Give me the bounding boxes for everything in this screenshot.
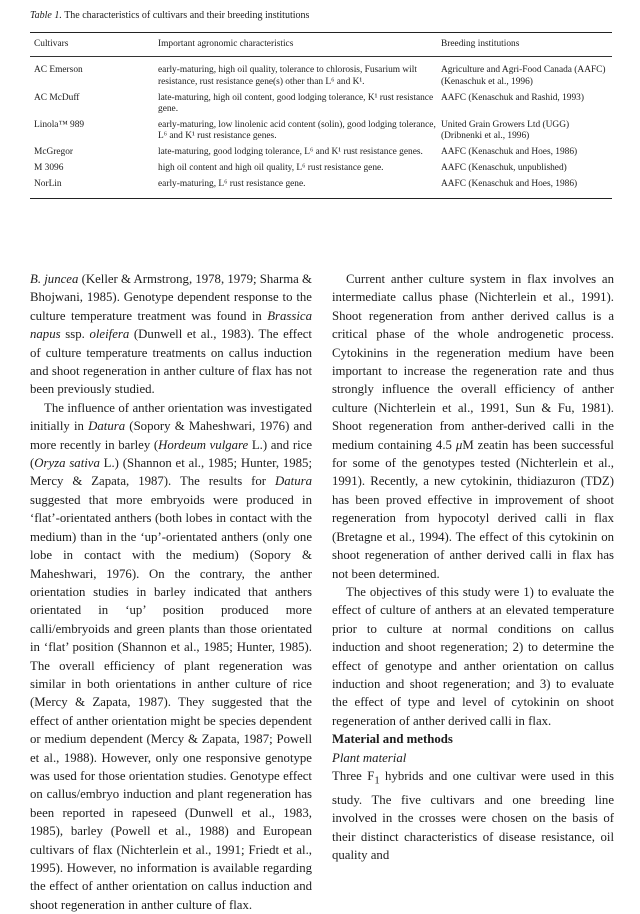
cell-traits: late-maturing, good lodging tolerance, L⁶ and K¹ rust resistance genes. <box>158 146 423 157</box>
left-text-column <box>30 270 312 914</box>
table-row <box>30 145 612 161</box>
paragraph-plant-material <box>332 767 614 865</box>
cell-institution: AAFC (Kenaschuk and Hoes, 1986) <box>441 146 578 157</box>
species-name: Hordeum vulgare <box>158 437 249 452</box>
section-heading: Material and methods <box>332 732 453 747</box>
table-row <box>30 161 612 177</box>
species-name: oleifera <box>89 327 130 342</box>
cell-cultivar: M 3096 <box>34 162 64 173</box>
table-caption-label: Table 1. <box>30 10 62 21</box>
paragraph-text: The influence of anther orientation was investigated initially in <box>30 400 312 434</box>
cell-traits: early-maturing, L⁶ rust resistance gene. <box>158 178 306 189</box>
cell-institution: Agriculture and Agri-Food Canada (AAFC) (Kenaschuk et al., 1996) <box>441 65 606 87</box>
paragraph-text: L.) (Shannon et al., 1985; Hunter, 1985; Mercy & Zapata, 1987). The results for <box>30 456 312 489</box>
cell-cultivar: AC McDuff <box>34 92 80 103</box>
paragraph-text: Three F <box>332 768 375 783</box>
cultivar-table <box>30 32 612 199</box>
cell-traits: late-maturing, high oil content, good lodging tolerance, K¹ rust resistance gene. <box>158 92 434 114</box>
paragraph-anther-orientation <box>30 399 312 914</box>
right-text-column <box>332 270 614 865</box>
species-name: B. juncea <box>30 272 79 286</box>
table-caption <box>30 10 309 21</box>
species-name: Oryza sativa <box>34 456 100 471</box>
table-row <box>30 90 612 117</box>
cell-institution: AAFC (Kenaschuk and Hoes, 1986) <box>441 178 578 189</box>
paragraph-juncea <box>30 270 312 399</box>
cell-traits: early-maturing, low linolenic acid content (solin), good lodging tolerance, L⁶ and K¹ rust resistance genes. <box>158 119 436 142</box>
paragraph-text: suggested that more embryoids were produced in ‘flat’-orientated anthers (both lobes in contact with the medium) than in the ‘up’-orientated anthers (only one lobe in contact with the medium) (Sopory & Maheshwari, 1976). On the contrary, the anther orientation studies in barley indicated that anthers orientated in ‘up’ position produced more calli/embryoids and green plants than those orientated in ‘flat’ position (Shannon et al., 1985; Hunter, 1985). The overall efficiency of plant regeneration was similar in both orientations in anther culture of rice (Mercy & Zapata, 1987). They suggested that the effect of anther orientation might be species dependent or medium dependent (Mercy & Zapata, 1987; Powell et al., 1988). However, only one responsive genotype was used for those orientation studies. Genotype effect on callus/embryo induction and plant regeneration has been reported in rapeseed (Dunwell et al., 1983, 1985), barley (Powell et al., 1988) and European cultivars of flax (Nichterlein et al., 1991; Friedt et al., 1995). However, no information is available regarding the effect of anther orientation on callus induction and shoot regeneration in anther culture of flax. <box>30 492 312 912</box>
table-row <box>30 57 612 91</box>
paragraph-text: (Sopory & Maheshwari, 1976) and more recently in barley ( <box>30 419 313 452</box>
cell-institution: AAFC (Kenaschuk and Rashid, 1993) <box>441 92 584 103</box>
cell-cultivar: McGregor <box>34 146 74 157</box>
cell-traits: high oil content and high oil quality, L⁶ rust resistance gene. <box>158 162 384 173</box>
header-characteristics: Important agronomic characteristics <box>158 39 294 49</box>
species-name: Datura <box>88 419 126 434</box>
paragraph-text: (Keller & Armstrong, 1978, 1979; Sharma & Bhojwani, 1985). Genotype dependent response to the culture temperature treatment was found in <box>30 272 313 323</box>
cell-institution: United Grain Growers Ltd (UGG) (Dribnenki et al., 1996) <box>441 119 570 142</box>
paragraph-text: hybrids and one cultivar were used in this study. The five cultivars and one breeding line involved in the crosses were chosen on the basis of their distinct characteristics of disease resistance, oil quality and <box>332 768 614 863</box>
paragraph-text: ssp. <box>60 327 90 342</box>
paragraph-text: Current anther culture system in flax involves an intermediate callus phase (Nichterlein et al., 1991). Shoot regeneration from anther derived callus is a critical phase of the whole androgenetic process. Cytokinins in the regeneration medium have been important to increase the regeneration rate and thus strongly influence the overall efficiency of anther culture (Nichterlein et al., 1991, Sun & Fu, 1981). Shoot regeneration from anther-derived calli in the medium containing 4.5 <box>332 272 614 452</box>
unit-symbol: μ <box>455 437 463 452</box>
table-header-row <box>30 33 612 57</box>
species-name: Datura <box>275 474 312 489</box>
cell-traits: early-maturing, high oil quality, tolerance to chlorosis, Fusarium wilt resistance, rust resistance gene(s) other than L⁶ and K¹. <box>158 65 417 87</box>
paragraph-text: (Dunwell et al., 1983). The effect of culture temperature treatments on callus induction and shoot regeneration in anther culture of flax has not been previously studied. <box>30 327 312 397</box>
paragraph-objectives: The objectives of this study were 1) to evaluate the effect of culture of anthers at an elevated temperature prior to culture at normal conditions on callus induction and shoot regeneration; 2) to determine the effect of genotype and anther orientation on callus induction and shoot regeneration; and 3) to evaluate the effect of type and level of cytokinin on shoot regeneration of anther derived calli in flax. <box>332 584 614 728</box>
table-caption-text: The characteristics of cultivars and their breeding institutions <box>61 10 310 21</box>
paragraph-text: M zeatin has been successful for some of the genotypes tested (Nichterlein et al., 1991). Recently, a new cytokinin, thidiazuron (TDZ) has been proved effective in improvement of shoot regeneration from hypocotyl derived calli in flax (Bretagne et al., 1994). The effect of this cytokinin on shoot regeneration of anther derived calli in flax has not been determined. <box>332 437 614 581</box>
species-name: Brassica napus <box>30 308 312 342</box>
cell-cultivar: AC Emerson <box>34 65 83 76</box>
subscript: 1 <box>374 775 380 787</box>
subsection-heading: Plant material <box>332 750 407 765</box>
cell-cultivar: NorLin <box>34 178 62 189</box>
cell-cultivar: Linola™ 989 <box>34 119 85 130</box>
table-row <box>30 118 612 145</box>
paragraph-anther-culture <box>332 270 614 583</box>
table-row <box>30 176 612 198</box>
cell-institution: AAFC (Kenaschuk, unpublished) <box>441 162 567 173</box>
header-cultivars: Cultivars <box>34 39 69 49</box>
header-institutions: Breeding institutions <box>441 39 520 49</box>
paragraph-text: L.) and rice ( <box>30 437 312 471</box>
